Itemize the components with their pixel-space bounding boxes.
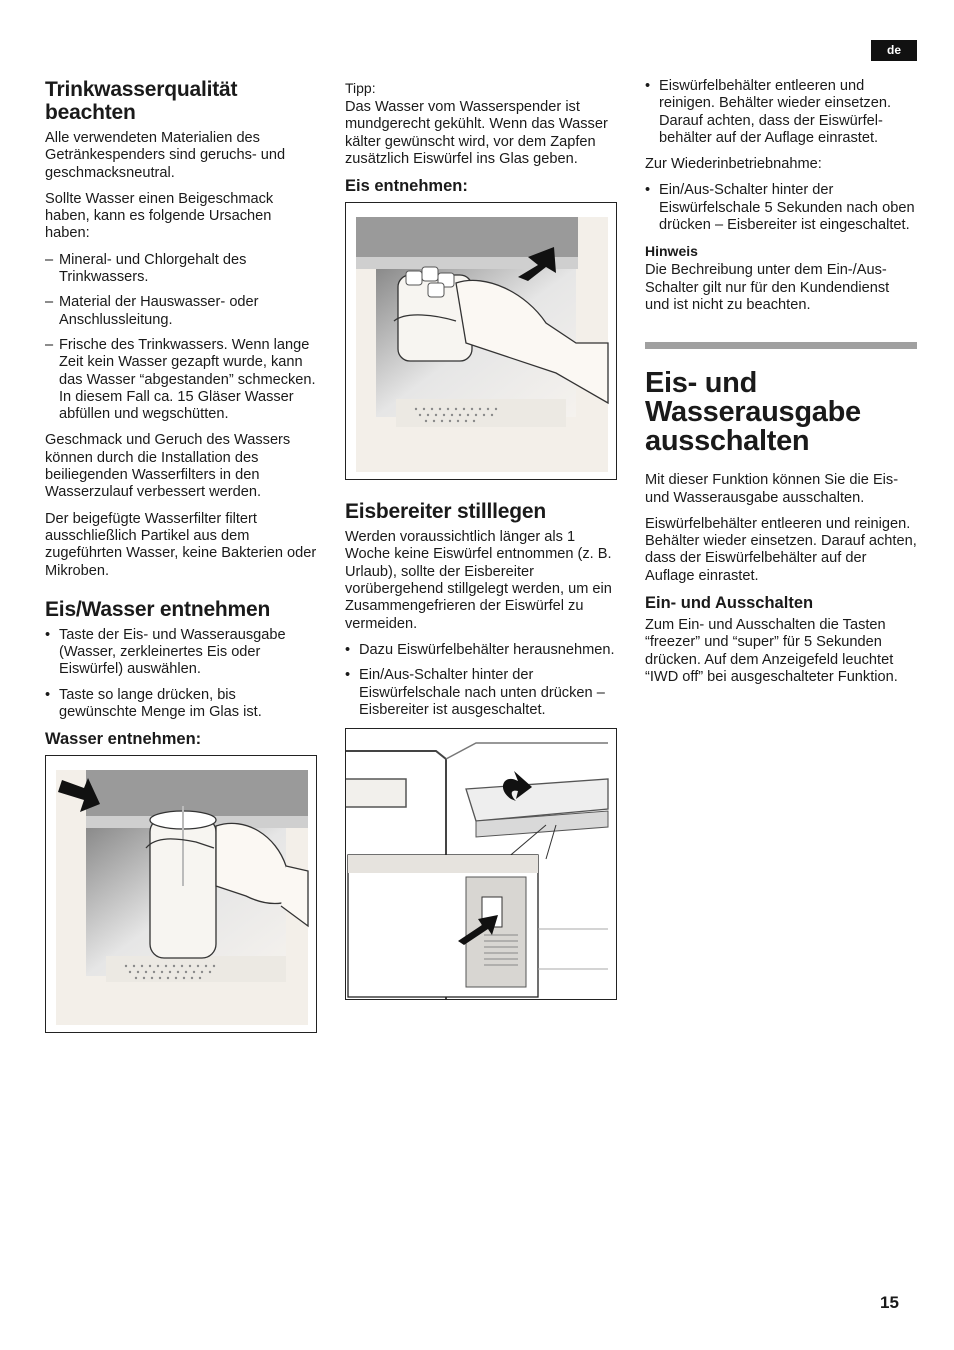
paragraph: Werden voraussichtlich länger als 1 Woche keine Eiswürfel entnommen (z. B. Urlaub), sollte der Eisbereiter vorübergehend stillgelegt werden, um ein Zusammengefrieren der Eiswürfel zu vermeiden. [345,529,612,632]
heading-on-off: Ein- und Ausschalten [645,594,814,613]
heading-water-quality: Trinkwasserqualität beachten [45,78,238,124]
list-item: • Taste der Eis- und Wasserausgabe (Wasser, zerkleinertes Eis oder Eiswürfel) auswählen. [45,626,286,678]
column-middle [345,80,617,1000]
dash-list [45,252,317,424]
paragraph: Zum Ein- und Ausschalten die Tasten “freezer” und “super” für 5 Sekunden drücken. Auf dem Anzeigefeld leuchtet “IWD off” bei ausgeschalteter Funktion. [645,617,898,685]
list-item: • Dazu Eiswürfelbehälter herausnehmen. [345,641,615,658]
list-item: • Eiswürfelbehälter entleeren und reinigen. Behälter wieder einsetzen. Darauf achten, dass der Eiswürfel-behälter auf der Auflage einrastet. [645,78,892,146]
tip-label: Tipp: [345,80,376,96]
dash-marker: – [45,336,54,353]
paragraph: Geschmack und Geruch des Wassers können durch die Installation des beiliegenden Wasserfilters in den Wasserzulauf verbessert werden. [45,432,291,501]
note-text: Die Bechreibung unter dem Ein-/Aus-Schalter gilt nur für den Kundendienst und ist nicht zu beachten. [645,262,890,313]
paragraph: Mit dieser Funktion können Sie die Eis- und Wasserausgabe ausschalten. [645,472,899,506]
ice-dispense-drawing [346,203,616,479]
paragraph: Alle verwendeten Materialien des Getränkespenders sind geruchs- und geschmacksneutral. [45,130,286,181]
bullet-marker: • [45,626,51,643]
paragraph: Der beigefügte Wasserfilter filtert ausschließlich Partikel aus dem zugeführten Wasser, keine Bakterien oder Mikroben. [45,510,317,579]
paragraph: Zur Wiederinbetriebnahme: [645,156,822,173]
bullet-marker: • [345,641,351,658]
tip-text: Das Wasser vom Wasserspender ist mundgerecht gekühlt. Wenn das Wasser kälter gewünscht wird, vor dem Zapfen zusätzlich Eiswürfel ins Glas geben. [345,99,608,167]
bullet-list [645,182,917,234]
list-item: • Ein/Aus-Schalter hinter der Eiswürfelschale nach unten drücken – Eisbereiter ist ausgeschaltet. [345,667,605,718]
list-item: – Material der Hauswasser- oder Anschlussleitung. [45,294,259,328]
bullet-list [645,78,917,147]
list-item: • Ein/Aus-Schalter hinter der Eiswürfelschale 5 Sekunden nach oben drücken – Eisbereiter ist eingeschaltet. [645,182,915,234]
column-right [645,78,917,695]
page-number: 15 [880,1293,899,1312]
bullet-marker: • [45,686,51,703]
dash-marker: – [45,251,54,268]
paragraph: Sollte Wasser einen Beigeschmack haben, kann es folgende Ursachen haben: [45,190,274,242]
bullet-list [345,642,617,719]
dash-marker: – [45,294,54,311]
bullet-marker: • [345,667,351,684]
paragraph: Eiswürfelbehälter entleeren und reinigen. Behälter wieder einsetzen. Darauf achten, dass der Eiswürfelbehälter auf der Auflage einrastet. [645,515,917,584]
heading-water-take: Wasser entnehmen: [45,730,202,749]
section-divider [645,342,917,349]
bullet-list [45,627,317,721]
bullet-marker: • [645,182,651,199]
column-left [45,78,317,1033]
illustration-water-dispense [45,755,317,1033]
note-label: Hinweis [645,243,698,260]
section-title-dispenser-off: Eis- und Wasserausgabe ausschalten [645,367,861,458]
heading-ice-take: Eis entnehmen: [345,177,468,196]
icemaker-switch-drawing [346,729,616,999]
heading-take-ice-water: Eis/Wasser entnehmen [45,597,271,621]
illustration-icemaker-switch [345,728,617,1000]
illustration-ice-dispense [345,202,617,480]
heading-icemaker-shutdown: Eisbereiter stilllegen [345,500,547,524]
list-item: – Mineral- und Chlorgehalt des Trinkwassers. [45,251,247,286]
water-dispense-drawing [46,756,316,1032]
list-item: – Frische des Trinkwassers. Wenn lange Zeit kein Wasser gezapft wurde, kann das Wasser “abgestanden” schmecken. In diesem Fall ca. 15 Gläser Wasser abfüllen und wegschütten. [45,336,316,423]
list-item: • Taste so lange drücken, bis gewünschte Menge im Glas ist. [45,686,262,721]
bullet-marker: • [645,78,651,94]
language-tab: de [871,40,917,61]
